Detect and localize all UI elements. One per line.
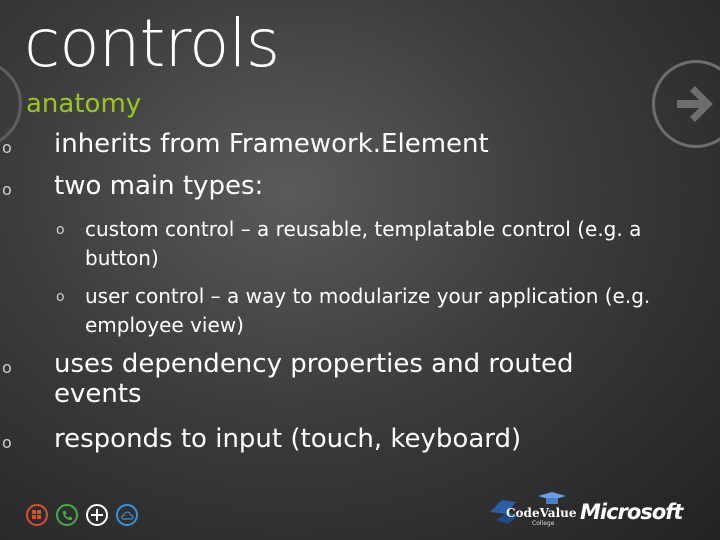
codevalue-name: CodeValue: [506, 506, 577, 520]
plus-icon: [86, 504, 108, 526]
slide-title: controls: [24, 5, 280, 82]
slide-subtitle: anatomy: [26, 89, 142, 119]
arrow-right-icon: [673, 83, 719, 125]
bullet-text: uses dependency properties and routed events: [54, 349, 574, 409]
bullet-item: [2, 350, 602, 410]
bullet-text: custom control – a reusable, templatable control (e.g. a button): [85, 217, 642, 270]
codevalue-sub: College: [532, 520, 555, 527]
bullet-text: user control – a way to modularize your application (e.g. employee view): [85, 284, 651, 337]
bullet-item: [2, 130, 642, 160]
bullet-item: [2, 425, 642, 455]
bullet-text: two main types:: [54, 171, 264, 201]
bullet-item: [2, 172, 642, 202]
footer-icons: [26, 504, 138, 526]
bullet-marker: o: [2, 180, 12, 199]
phone-icon: [56, 504, 78, 526]
bullet-marker: o: [2, 358, 12, 377]
bullet-marker: o: [56, 222, 65, 238]
cloud-icon: [116, 504, 138, 526]
bullet-marker: o: [2, 138, 12, 157]
bullet-marker: o: [56, 289, 65, 305]
codevalue-logo: [488, 490, 577, 530]
bullet-text: responds to input (touch, keyboard): [54, 424, 522, 454]
nav-forward-button[interactable]: [652, 60, 720, 148]
sub-bullet-item: [56, 215, 656, 273]
bullet-marker: o: [2, 433, 12, 452]
windows-icon: [26, 504, 48, 526]
bullet-text: inherits from Framework.Element: [54, 129, 489, 159]
sub-bullet-item: [56, 282, 656, 340]
microsoft-logo: Microsoft: [580, 500, 683, 524]
